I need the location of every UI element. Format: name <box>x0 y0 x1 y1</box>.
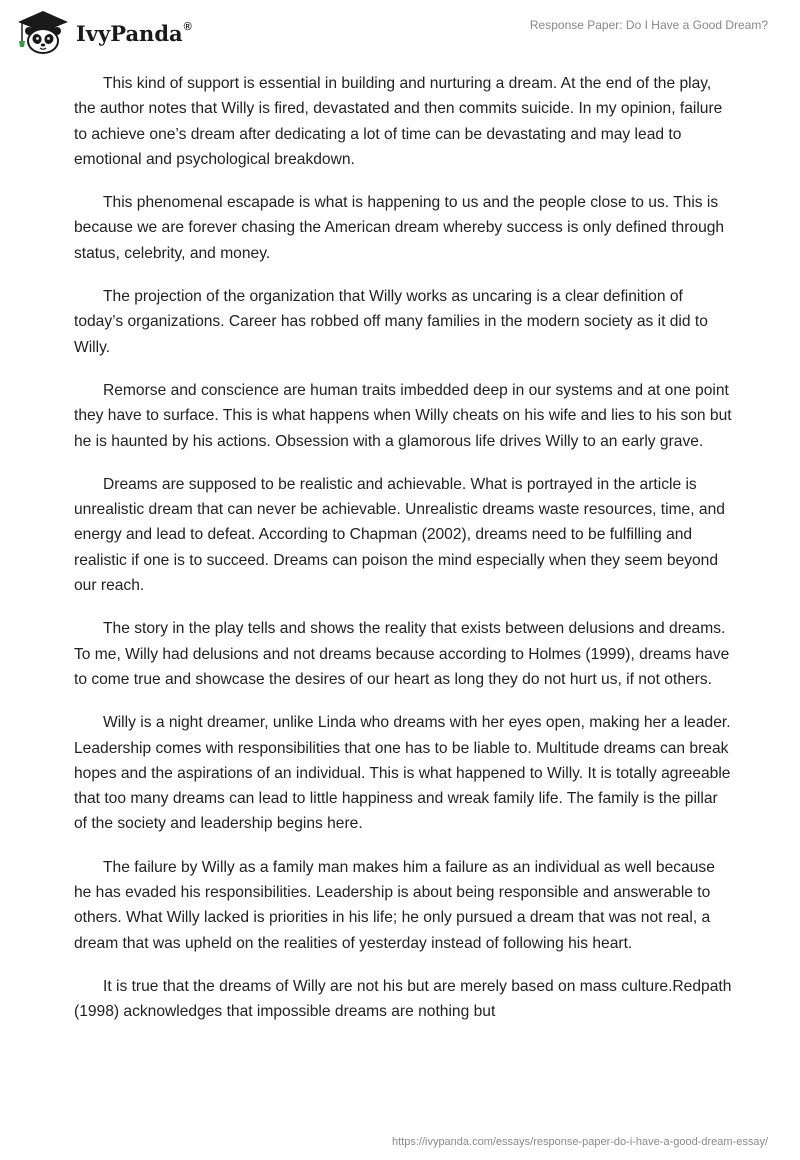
document-running-title: Response Paper: Do I Have a Good Dream? <box>529 18 768 32</box>
page-header <box>0 0 800 64</box>
paragraph: Remorse and conscience are human traits imbedded deep in our systems and at one point they have to surface. This is what happens when Willy cheats on his wife and lies to his son but he is haunted by his actions. Obsession with a glamorous life drives Willy to an early grave. <box>74 381 732 450</box>
paragraph: The story in the play tells and shows the reality that exists between delusions and dreams. To me, Willy had delusions and not dreams because according to Holmes (1999), dreams have to come true and showcase the desires of our heart as long they do not hurt us, if not others. <box>74 620 730 688</box>
paragraph: Willy is a night dreamer, unlike Linda who dreams with her eyes open, making her a leader. Leadership comes with responsibilities that one has to be liable to. Multitude dreams can break hopes and the aspirations of an individual. This is what happened to Willy. It is totally agreeable that too many dreams can lead to little happiness and wreak family life. The family is the pillar of the society and leadership begins here. <box>74 714 731 833</box>
paragraph: This phenomenal escapade is what is happening to us and the people close to us. This is because we are forever chasing the American dream whereby success is only defined through status, celebrity, and money. <box>74 194 725 262</box>
paragraph: The failure by Willy as a family man makes him a failure as an individual as well because he has evaded his responsibilities. Leadership is about being responsible and answerable to others. What Willy lacked is priorities in his life; he only pursued a dream that was not real, a dream that was upheld on the realities of yesterday instead of following his heart. <box>74 858 715 952</box>
registered-mark: ® <box>183 20 192 33</box>
paragraph: This kind of support is essential in building and nurturing a dream. At the end of the play, the author notes that Willy is fired, devastated and then commits suicide. In my opinion, failure to achieve one’s dream after dedicating a lot of time can be devastating and may lead to emotional and psychological breakdown. <box>74 75 723 168</box>
paragraph: Dreams are supposed to be realistic and achievable. What is portrayed in the article is unrealistic dream that can never be achievable. Unrealistic dreams waste resources, time, and energy and lead to defeat. According to Chapman (2002), dreams need to be fulfilling and realistic if one is to succeed. Dreams can poison the mind especially when they seem beyond our reach. <box>74 475 725 595</box>
essay-body <box>74 71 734 1043</box>
brand-name <box>76 21 192 46</box>
paragraph: It is true that the dreams of Willy are not his but are merely based on mass culture.Redpath (1998) acknowledges that impossible dreams are nothing but <box>74 977 732 1021</box>
paragraph: The projection of the organization that Willy works as uncaring is a clear definition of today’s organizations. Career has robbed off many families in the modern society as it did to Willy. <box>74 288 708 356</box>
brand-name-text: IvyPanda <box>76 20 183 46</box>
source-url-link[interactable]: https://ivypanda.com/essays/response-paper-do-i-have-a-good-dream-essay/ <box>391 1136 768 1148</box>
panda-graduate-icon <box>14 8 72 56</box>
brand-logo[interactable] <box>14 8 192 56</box>
